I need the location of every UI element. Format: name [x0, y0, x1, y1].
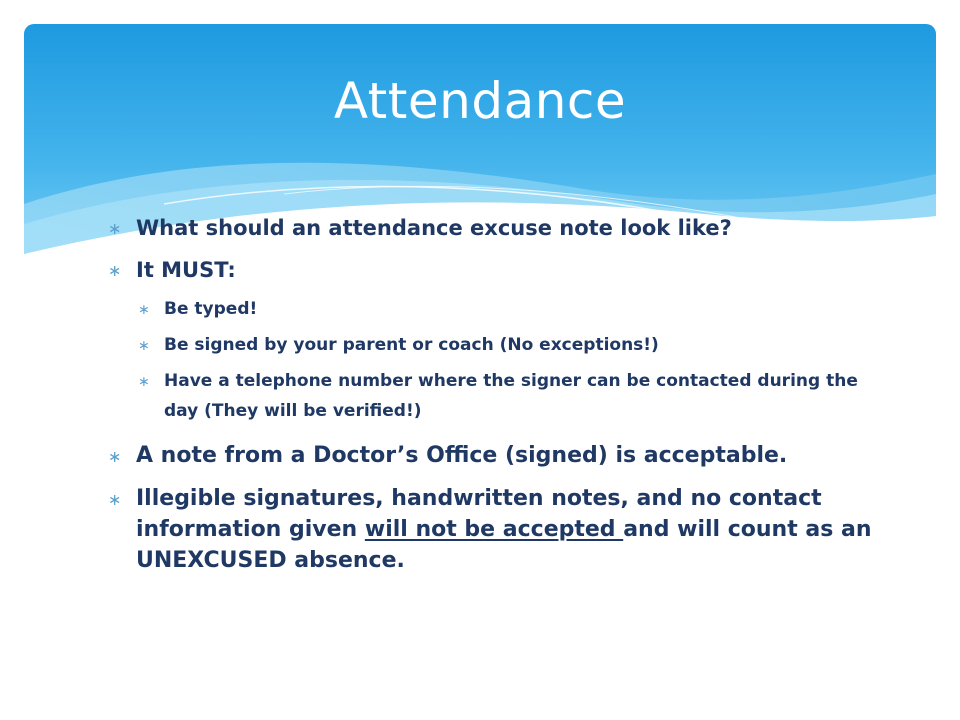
asterisk-bullet-icon: ∗: [108, 447, 122, 466]
underlined-emphasis: will not be accepted: [364, 517, 624, 542]
bullet-text: Have a telephone number where the signer can be contacted during the day (They will be verified!): [164, 371, 858, 421]
bullet-text: It MUST:: [136, 258, 236, 282]
list-item: [138, 330, 888, 360]
bullet-text: What should an attendance excuse note look like?: [136, 216, 732, 240]
bullet-text: Be signed by your parent or coach (No exceptions!): [164, 335, 659, 355]
asterisk-bullet-icon: ∗: [108, 219, 122, 238]
bullet-text: [136, 486, 872, 573]
asterisk-bullet-icon: ∗: [138, 374, 150, 390]
list-item: [108, 483, 888, 576]
list-item: [138, 294, 888, 324]
asterisk-bullet-icon: ∗: [108, 261, 122, 280]
asterisk-bullet-icon: ∗: [138, 302, 150, 318]
bullet-list: [108, 214, 888, 588]
list-item: [108, 214, 888, 242]
asterisk-bullet-icon: ∗: [138, 338, 150, 354]
slide-title: Attendance: [333, 72, 627, 130]
list-item: [108, 256, 888, 284]
bullet-text: A note from a Doctor’s Office (signed) is acceptable.: [136, 443, 788, 468]
bullet-text-end: and will count as an UNEXCUSED absence.: [136, 517, 872, 573]
bullet-text: Be typed!: [164, 299, 258, 319]
asterisk-bullet-icon: ∗: [108, 490, 122, 509]
list-item: [138, 366, 888, 426]
list-item: [108, 440, 888, 471]
bullet-text-start: Illegible signatures, handwritten notes, and no contact information given: [136, 486, 822, 542]
